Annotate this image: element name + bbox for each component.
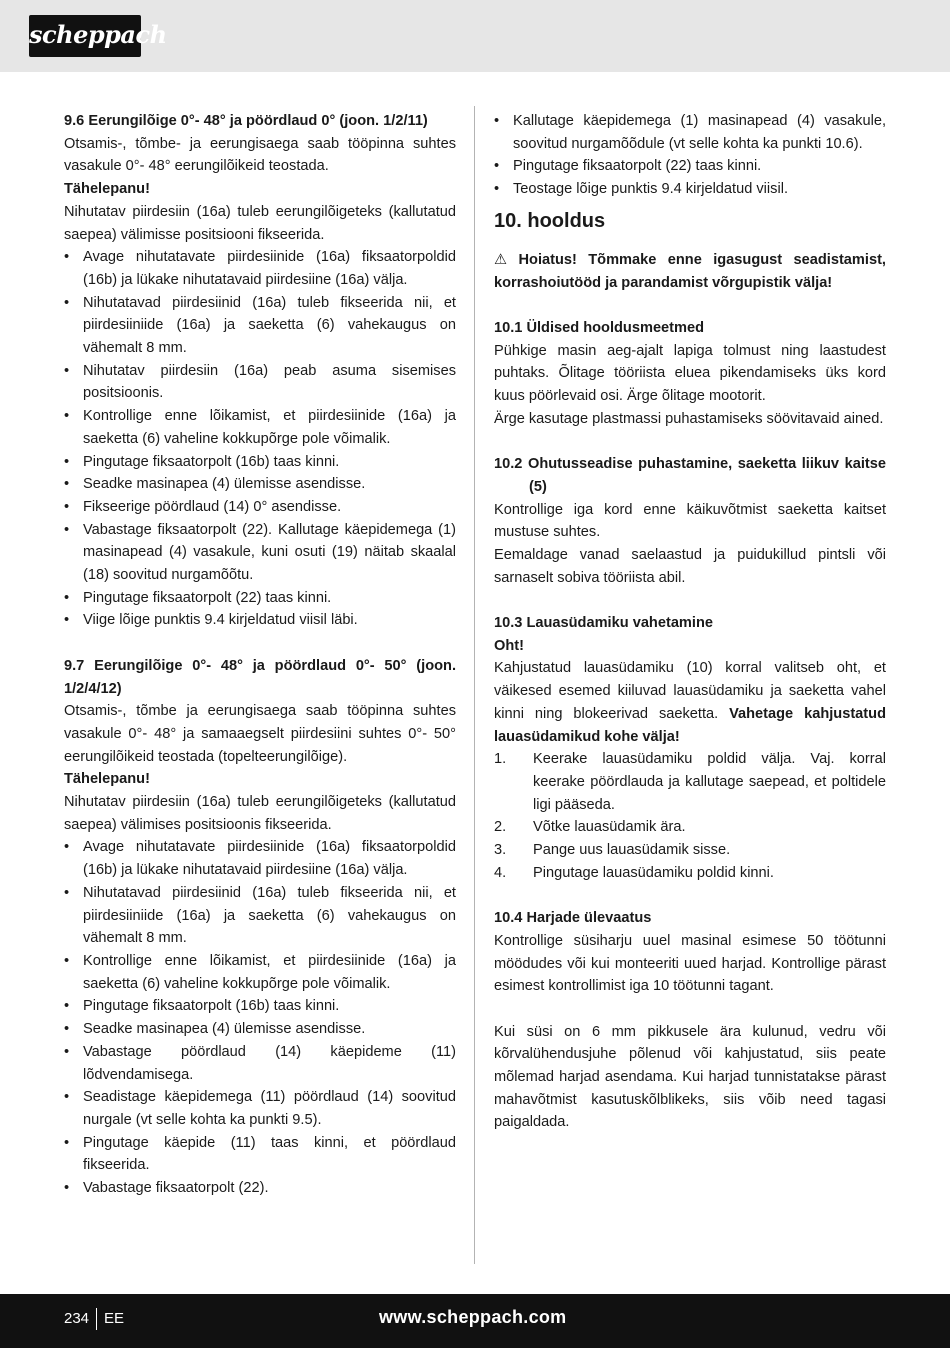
section-9-7-attention: Tähelepanu! xyxy=(64,771,150,788)
section-10-1-paragraph: Pühkige masin aeg-ajalt lapiga tolmust ning laastudest puhtaks. Õlitage tööriista eluea pikendamiseks üks kord kuus pöörlevaid osi. Ärge õlitage mootorit. xyxy=(494,342,886,405)
list-item: • Viige lõige punktis 9.4 kirjeldatud viisil läbi. xyxy=(64,609,456,632)
list-item: • Nihutatav piirdesiin (16a) peab asuma sisemises positsioonis. xyxy=(64,360,456,405)
section-10-4-paragraph: Kontrollige süsiharju uuel masinal esimese 50 töötunni möödudes või kui monteeriti uued harjad. Kontrollige pärast esimest kontrollimist iga 10 töötunni tagant. xyxy=(494,932,886,995)
section-10-2-paragraph: Kontrollige iga kord enne käikuvõtmist saeketta kaitset mustuse suhtes. xyxy=(494,501,886,541)
section-9-7-intro: Otsamis-, tõmbe ja eerungisaega saab tööpinna suhtes vasakule 0°- 48° ja samaaegselt piirdesiini suhtes 0°- 50° eerungilõikeid teostada (topelteerungilõige). xyxy=(64,703,456,765)
section-9-7-steps-continued xyxy=(494,110,886,201)
section-9-6-attention: Tähelepanu! xyxy=(64,181,150,198)
list-item: • Nihutatavad piirdesiinid (16a) tuleb fikseerida nii, et piirdesiiniide (16a) ja saeketta (6) vahekaugus on vähemalt 8 mm. xyxy=(64,882,456,950)
website-link[interactable]: www.scheppach.com xyxy=(379,1307,567,1327)
warning-triangle-icon: ⚠ xyxy=(494,251,508,268)
right-column xyxy=(494,110,886,1134)
section-10-4-title: 10.4 Harjade ülevaatus xyxy=(494,910,652,927)
page-number: 234 xyxy=(64,1310,90,1327)
list-item: • Fikseerige pöördlaud (14) 0° asendisse. xyxy=(64,496,456,519)
section-10-3-paragraph: Kahjustatud lauasüdamiku (10) korral valitseb oht, et väikesed esemed kiiluvad lauasüdamiku ja saeketta vahel kinni ning blokeerivad saeketta. Vahetage kahjustatud lauasüdamikud kohe välja! xyxy=(494,660,886,745)
section-10-3-steps xyxy=(494,748,886,884)
list-item: 4. Pingutage lauasüdamiku poldid kinni. xyxy=(494,864,774,881)
list-item: • Seadistage käepidemega (11) pöördlaud (14) soovitud nurgale (vt selle kohta ka punkti 9.5). xyxy=(64,1086,456,1131)
section-9-6-intro: Otsamis-, tõmbe- ja eerungisaega saab tööpinna suhtes vasakule 0°- 48° eerungilõikeid teostada. xyxy=(64,135,456,175)
section-10-3-title: 10.3 Lauasüdamiku vahetamine xyxy=(494,615,713,632)
section-9-7-note: Nihutatav piirdesiin (16a) tuleb eerungilõigeteks (kallutatud saepea) välimises positsioonis fikseerida. xyxy=(64,794,456,833)
section-10-1-paragraph: Ärge kasutage plastmassi puhastamiseks söövitavaid ained. xyxy=(494,410,884,427)
list-item: • Pingutage fiksaatorpolt (22) taas kinni. xyxy=(494,155,886,178)
footer-divider xyxy=(96,1308,97,1330)
section-10-2-paragraph: Eemaldage vanad saelaastud ja puidukillud pintsli või sarnaselt sobiva tööriista abil. xyxy=(494,546,886,586)
warning-text: Hoiatus! Tõmmake enne igasugust seadistamist, korrashoiutööd ja parandamist võrgupistik välja! xyxy=(494,251,886,291)
list-item: • Pingutage fiksaatorpolt (16b) taas kinni. xyxy=(64,451,456,474)
list-item: • Pingutage fiksaatorpolt (16b) taas kinni. xyxy=(64,995,456,1018)
list-item: • Kontrollige enne lõikamist, et piirdesiinide (16a) ja saeketta (6) vaheline kokkupõrge pole võimalik. xyxy=(64,405,456,450)
footer-bar xyxy=(0,1294,950,1348)
list-item: • Vabastage pöördlaud (14) käepideme (11) lõdvendamisega. xyxy=(64,1041,456,1086)
list-item: • Kontrollige enne lõikamist, et piirdesiinide (16a) ja saeketta (6) vaheline kokkupõrge pole võimalik. xyxy=(64,950,456,995)
section-9-7-title: 9.7 Eerungilõige 0°- 48° ja pöördlaud 0°- 50° (joon. 1/2/4/12) xyxy=(64,657,456,697)
column-divider xyxy=(474,106,475,1264)
section-10-3-danger: Oht! xyxy=(494,637,524,654)
section-10-4-paragraph: Kui süsi on 6 mm pikkusele ära kulunud, vedru või kõrvalühendusjuhe põlenud või kahjustatud, siis peate mõlemad harjad asendama. Kui harjad tunnistatakse pärast mahavõtmist kasutuskõlblikeks, siis võib need tagasi paigaldada. xyxy=(494,1023,886,1131)
scheppach-logo xyxy=(29,15,167,57)
maintenance-warning xyxy=(494,249,886,294)
list-item: 3. Pange uus lauasüdamik sisse. xyxy=(494,842,731,859)
logo-text: scheppach xyxy=(29,20,167,49)
list-item: • Pingutage fiksaatorpolt (22) taas kinni. xyxy=(64,587,456,610)
list-item: • Seadke masinapea (4) ülemisse asendisse. xyxy=(64,473,456,496)
section-9-6-note: Nihutatav piirdesiin (16a) tuleb eerungilõigeteks (kallutatud saepea) välimisse positsiooni fikseerida. xyxy=(64,203,456,243)
section-10-2-title: 10.2 Ohutusseadise puhastamine, saeketta liikuv kaitse (5) xyxy=(494,456,886,495)
list-item: • Nihutatavad piirdesiinid (16a) tuleb fikseerida nii, et piirdesiiniide (16a) ja saeketta (6) vahekaugus on vähemalt 8 mm. xyxy=(64,292,456,360)
list-item: • Avage nihutatavate piirdesiinide (16a) fiksaatorpoldid (16b) ja lükake nihutatavaid piirdesiine (16a) välja. xyxy=(64,246,456,291)
list-item: • Teostage lõige punktis 9.4 kirjeldatud viisil. xyxy=(494,178,886,201)
section-9-6-title: 9.6 Eerungilõige 0°- 48° ja pöördlaud 0° (joon. 1/2/11) xyxy=(64,113,428,129)
section-10-1-title: 10.1 Üldised hooldusmeetmed xyxy=(494,319,705,336)
list-item: 2. Võtke lauasüdamik ära. xyxy=(494,819,686,836)
list-item: • Avage nihutatavate piirdesiinide (16a) fiksaatorpoldid (16b) ja lükake nihutatavaid piirdesiine (16a) välja. xyxy=(64,836,456,881)
section-10-title: 10. hooldus xyxy=(494,209,606,232)
section-10-3-emphasis: Vahetage kahjustatud lauasüdamikud kohe välja! xyxy=(494,705,886,745)
section-9-7-steps xyxy=(64,836,456,1199)
list-item: • Pingutage käepide (11) taas kinni, et pöördlaud fikseerida. xyxy=(64,1132,456,1177)
section-9-6-steps xyxy=(64,246,456,632)
list-item: • Vabastage fiksaatorpolt (22). xyxy=(64,1177,456,1200)
list-item: • Seadke masinapea (4) ülemisse asendisse. xyxy=(64,1018,456,1041)
list-item: • Kallutage käepidemega (1) masinapead (4) vasakule, soovitud nurgamõõdule (vt selle kohta ka punkti 10.6). xyxy=(494,110,886,155)
header-bar xyxy=(0,0,950,72)
language-code: EE xyxy=(104,1310,125,1327)
list-item: 1. Keerake lauasüdamiku poldid välja. Vaj. korral keerake pöördlauda ja kallutage saepead, et poltidele ligi pääseda. xyxy=(494,751,886,813)
left-column xyxy=(64,110,456,1200)
list-item: • Vabastage fiksaatorpolt (22). Kallutage käepidemega (1) masinapead (4) vasakule, kuni osuti (19) näitab skaalal (18) soovitud nurgamõõtu. xyxy=(64,519,456,587)
